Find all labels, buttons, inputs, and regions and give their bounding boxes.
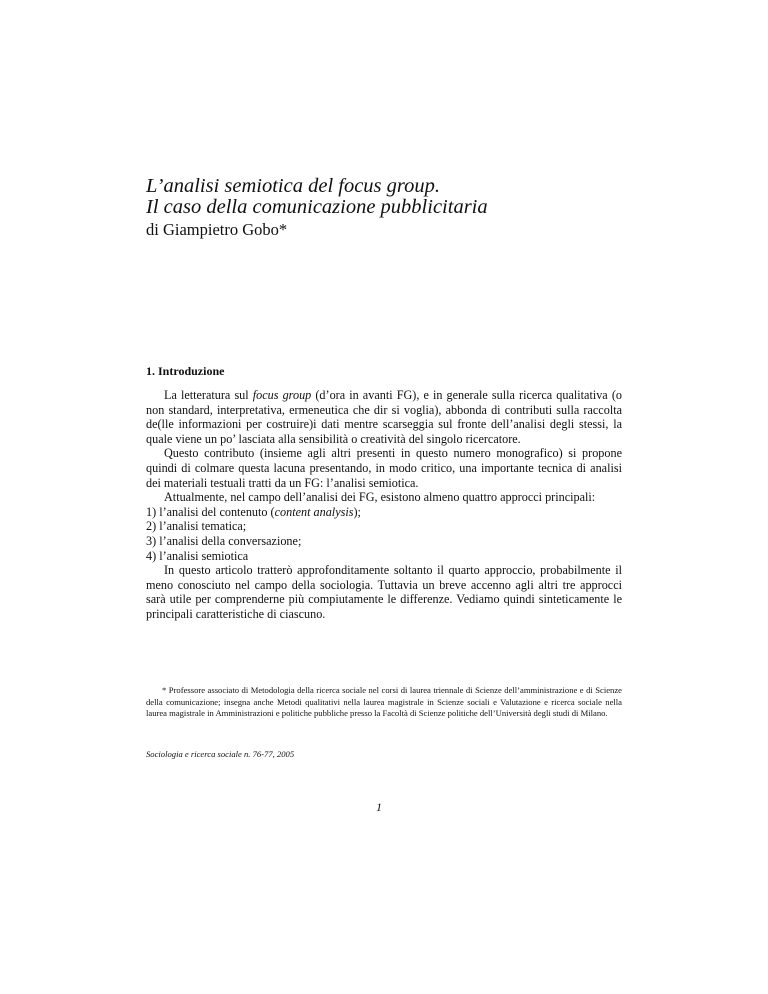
article-body bbox=[146, 388, 622, 622]
approaches-list bbox=[146, 505, 622, 563]
list-item bbox=[146, 505, 622, 520]
page-number: 1 bbox=[376, 800, 382, 814]
journal-citation: Sociologia e ricerca sociale n. 76-77, 2005 bbox=[146, 749, 295, 759]
article-title bbox=[146, 176, 616, 218]
footnote: * Professore associato di Metodologia della ricerca sociale nel corsi di laurea triennale di Scienze dell’amministrazione e di Scienze della comunicazione; insegna anche Metodi qualitativi nella laurea magistrale in Scienze sociali e Valutazione e ricerca sociale nella laurea magistrale in Amministrazioni e politiche pubbliche presso la Facoltà di Scienze politiche dell’Università degli studi di Milano. bbox=[146, 685, 622, 719]
paragraph-1-emphasis: focus group bbox=[252, 388, 312, 402]
paragraph-1-text-a: La letteratura sul bbox=[164, 388, 253, 402]
author-byline: di Giampietro Gobo* bbox=[146, 220, 288, 239]
section-heading: 1. Introduzione bbox=[146, 364, 225, 378]
list-item-1-emphasis: content analysis bbox=[274, 504, 354, 519]
list-item: 2) l’analisi tematica; bbox=[146, 519, 247, 534]
list-item-1-text-b: ); bbox=[353, 504, 361, 519]
list-item: 3) l’analisi della conversazione; bbox=[146, 533, 302, 548]
paragraph-3: Attualmente, nel campo dell’analisi dei FG, esistono almeno quattro approcci principali: bbox=[164, 490, 596, 505]
title-line-2: Il caso della comunicazione pubblicitaria bbox=[146, 196, 488, 218]
title-line-1: L’analisi semiotica del focus group. bbox=[146, 175, 441, 197]
paragraph-2: Questo contributo (insieme agli altri presenti in questo numero monografico) si propone quindi di colmare questa lacuna presentando, in modo critico, una importante tecnica di analisi dei materiali testuali tratti da un FG: l’analisi semiotica. bbox=[146, 446, 622, 490]
list-item: 4) l’analisi semiotica bbox=[146, 548, 249, 563]
paragraph-1-text-b: (d’ora in avanti FG), e in generale sulla ricerca qualitativa (o non standard, interpretativa, ermeneutica che dir si voglia), abbonda di contributi sulla raccolta de(lle informazioni per costruire)i dati mentre scarseggia sul fronte dell’analisi degli stessi, la quale viene un po’ lasciata alla sensibilità o creatività del singolo ricercatore. bbox=[146, 388, 622, 446]
list-item-1-text-a: 1) l’analisi del contenuto ( bbox=[146, 504, 275, 519]
paragraph-4: In questo articolo tratterò approfonditamente soltanto il quarto approccio, probabilmente il meno conosciuto nel campo della sociologia. Tuttavia un breve accenno agli altri tre approcci sarà utile per comprenderne più compiutamente le differenze. Vediamo quindi sinteticamente le principali caratteristiche di ciascuno. bbox=[146, 563, 622, 621]
paragraph-1 bbox=[146, 388, 622, 446]
